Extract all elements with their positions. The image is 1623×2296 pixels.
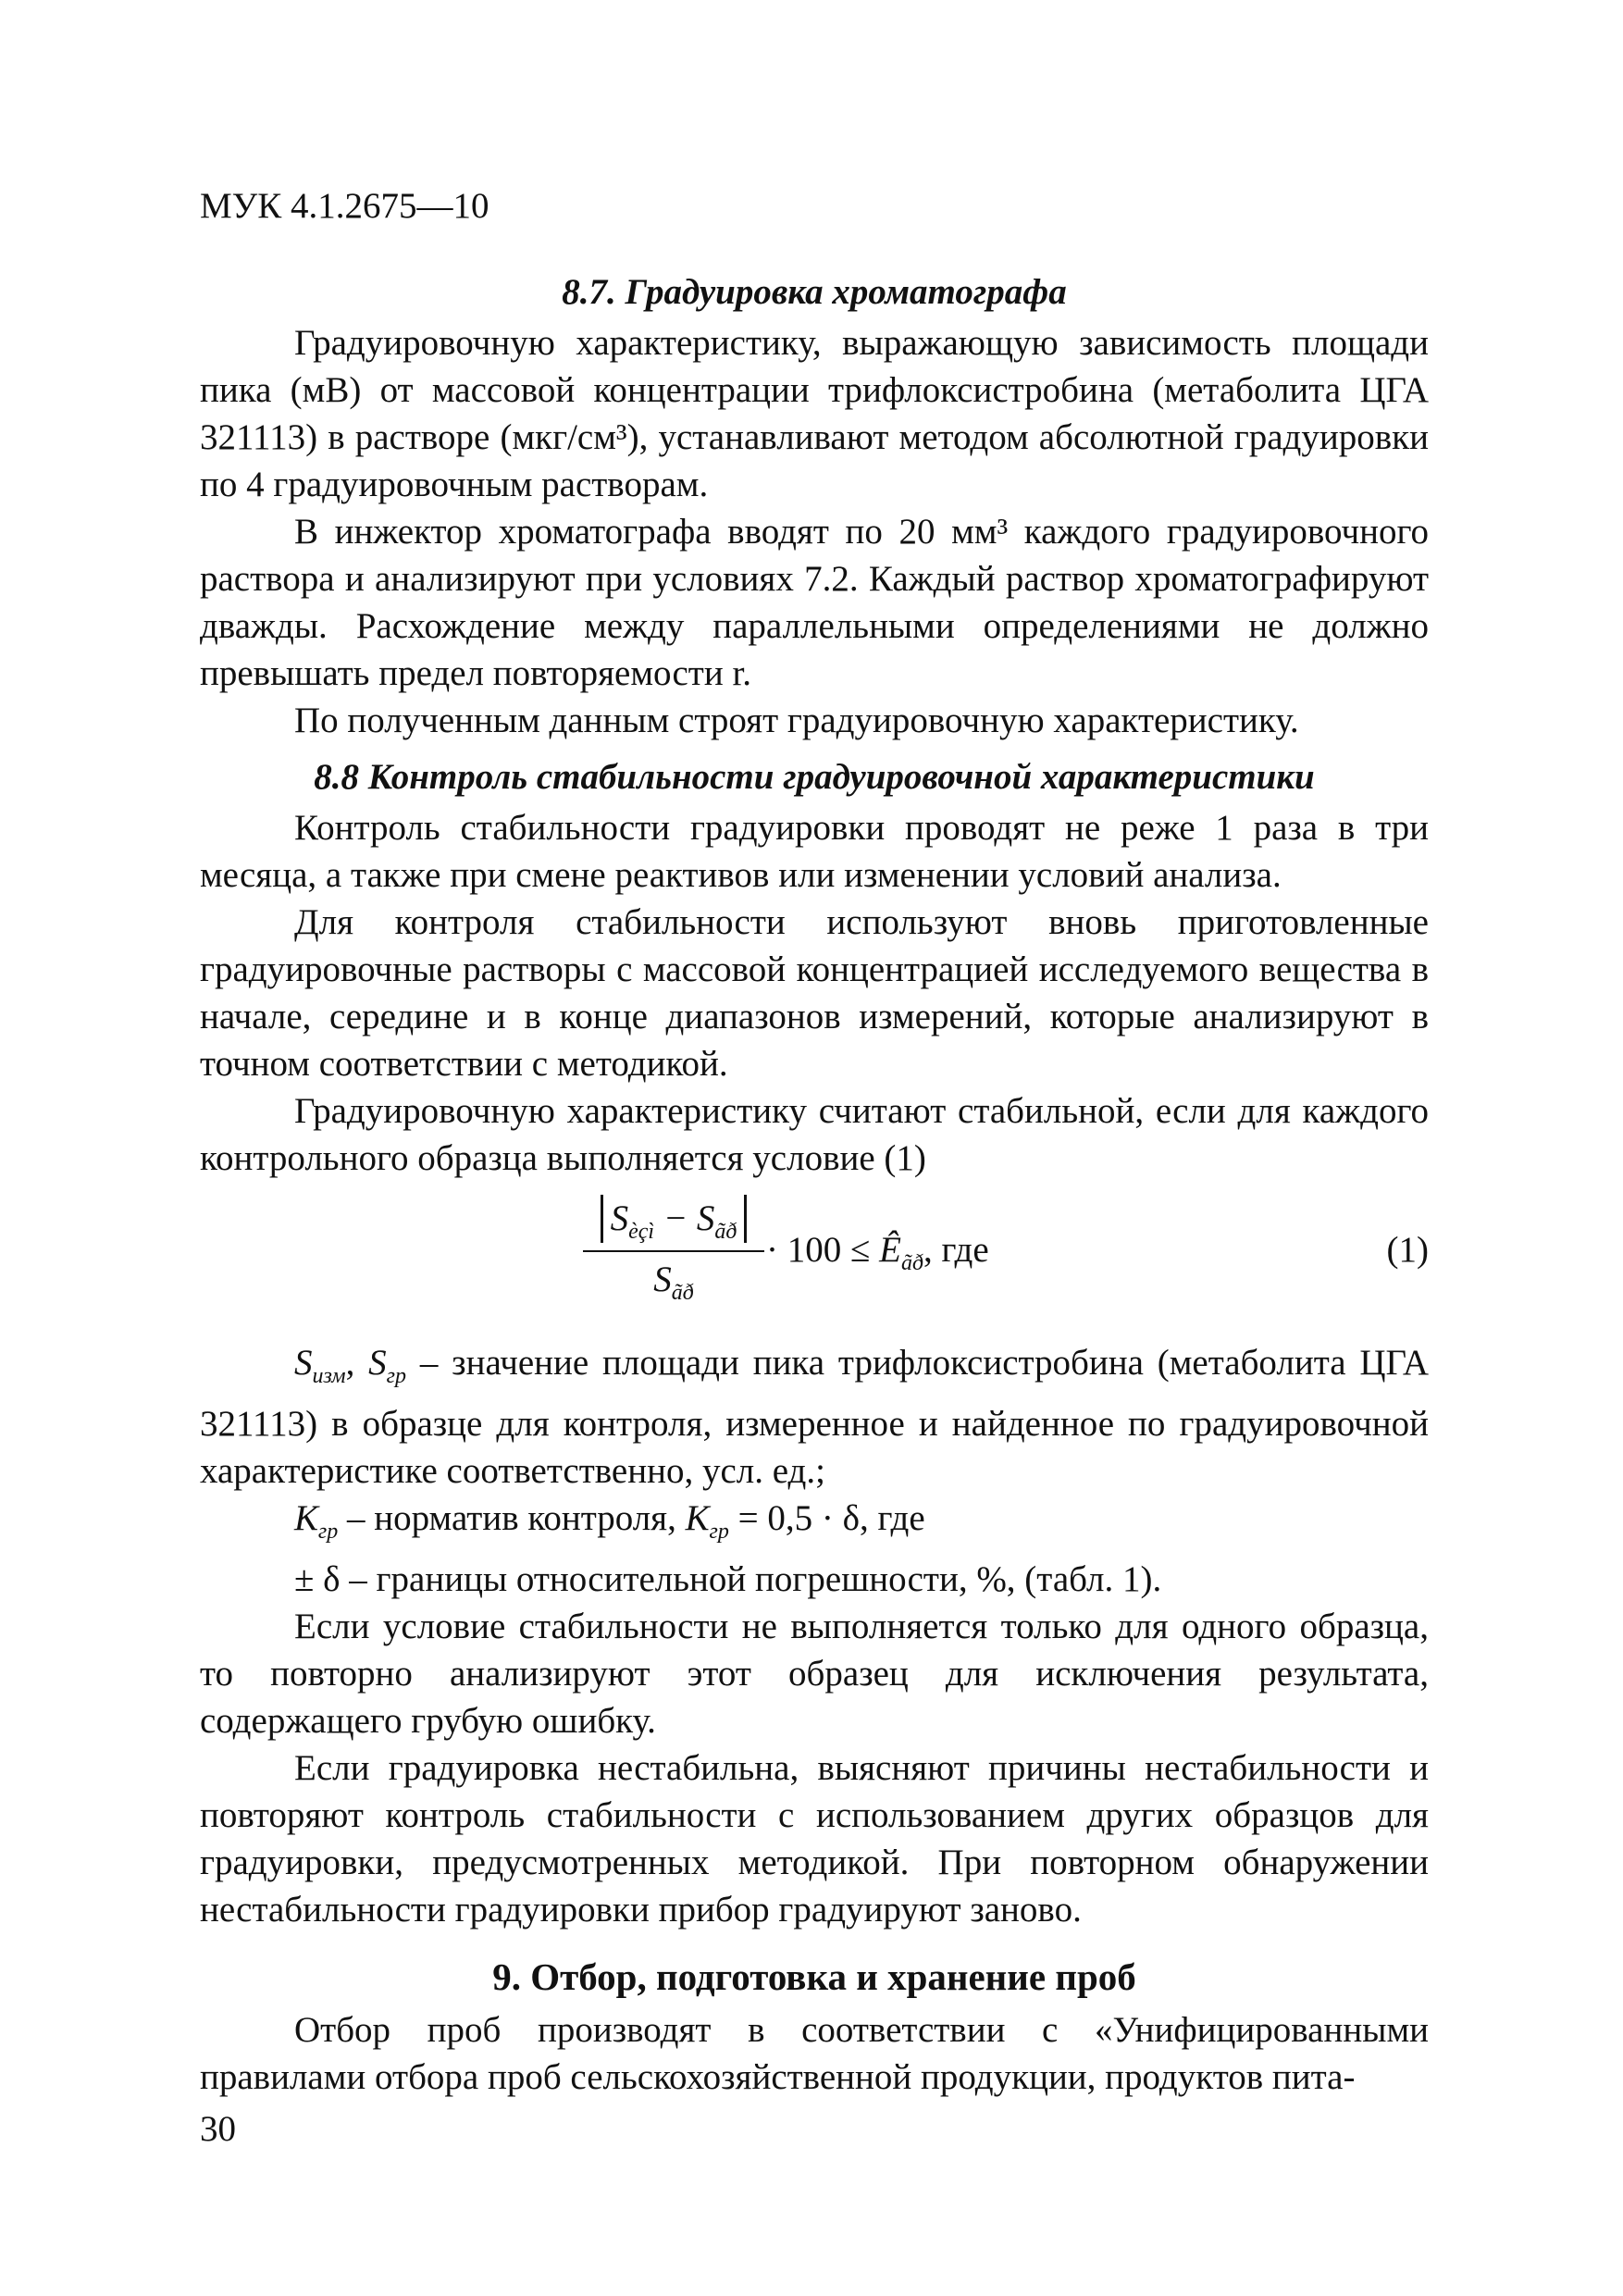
definition-delta: ± δ – границы относительной погрешности, %, (табл. 1). [294,1558,1162,1599]
section-8-8-title: 8.8 Контроль стабильности градуировочной характеристики [314,757,1315,797]
paragraph: Контроль стабильности градуировки проводят не реже 1 раза в три месяца, а также при смене реактивов или изменении условий анализа. [200,808,1429,895]
paragraph: Отбор проб производят в соответствии с «Унифицированными правилами отбора проб сельскохозяйственной продукции, продуктов пита- [200,2009,1429,2097]
formula-right-side: · $100 \le Ê_{ãð}$, где [766,1230,989,1275]
paragraph: В инжектор хроматографа вводят по 20 мм³ каждого градуировочного раствора и анализируют при условиях 7.2. Каждый раствор хроматографируют дважды. Расхождение между параллельными определениями не должно превышать предел повторяемости r. [200,512,1429,693]
definition-k: $К_{гр}$ – норматив контроля, $К_{гр} = 0,5 \cdot \delta$, где [294,1497,925,1544]
equation-number: (1) [1386,1230,1429,1270]
section-9-title: 9. Отбор, подготовка и хранение проб [492,1955,1136,1998]
formula-denominator: $S_{ãð}$ [653,1260,694,1305]
paragraph: Градуировочную характеристику считают стабильной, если для каждого контрольного образца выполняется условие (1) [200,1091,1429,1178]
definition-s: $S_{изм}$, $S_{гр}$ – значение площади пика трифлоксистробина (метаболита ЦГА 321113) в образце для контроля, измеренное и найденное по градуировочной характеристике соответственно, усл. ед.; [200,1343,1430,1491]
page-body [200,268,1429,2101]
fraction-bar [583,1250,764,1252]
formula-1 [200,1195,1429,1334]
page-number: 30 [200,2109,236,2149]
paragraph: Если градуировка нестабильна, выясняют причины нестабильности и повторяют контроль стабильности с использованием других образцов для градуировки, предусмотренных методикой. При повторном обнаружении нестабильности градуировки прибор градуируют заново. [200,1747,1429,1930]
paragraph: Градуировочную характеристику, выражающую зависимость площади пика (мВ) от массовой концентрации трифлоксистробина (метаболита ЦГА 321113) в растворе (мкг/см³), устанавливают методом абсолютной градуировки по 4 градуировочным растворам. [200,323,1429,504]
formula-numerator: $S_{èçì} - S_{ãð}$ [601,1195,748,1243]
section-8-7-title: 8.7. Градуировка хроматографа [562,272,1067,312]
paragraph: Для контроля стабильности используют вновь приготовленные градуировочные растворы с массовой концентрацией исследуемого вещества в начале, середине и в конце диапазонов измерений, которые анализируют в точном соответствии с методикой. [200,902,1429,1084]
paragraph: Если условие стабильности не выполняется только для одного образца, то повторно анализируют этот образец для исключения результата, содержащего грубую ошибку. [200,1606,1429,1741]
document-code-header: МУК 4.1.2675—10 [200,186,489,226]
formula-fraction [583,1195,764,1317]
paragraph: По полученным данным строят градуировочную характеристику. [294,701,1299,740]
